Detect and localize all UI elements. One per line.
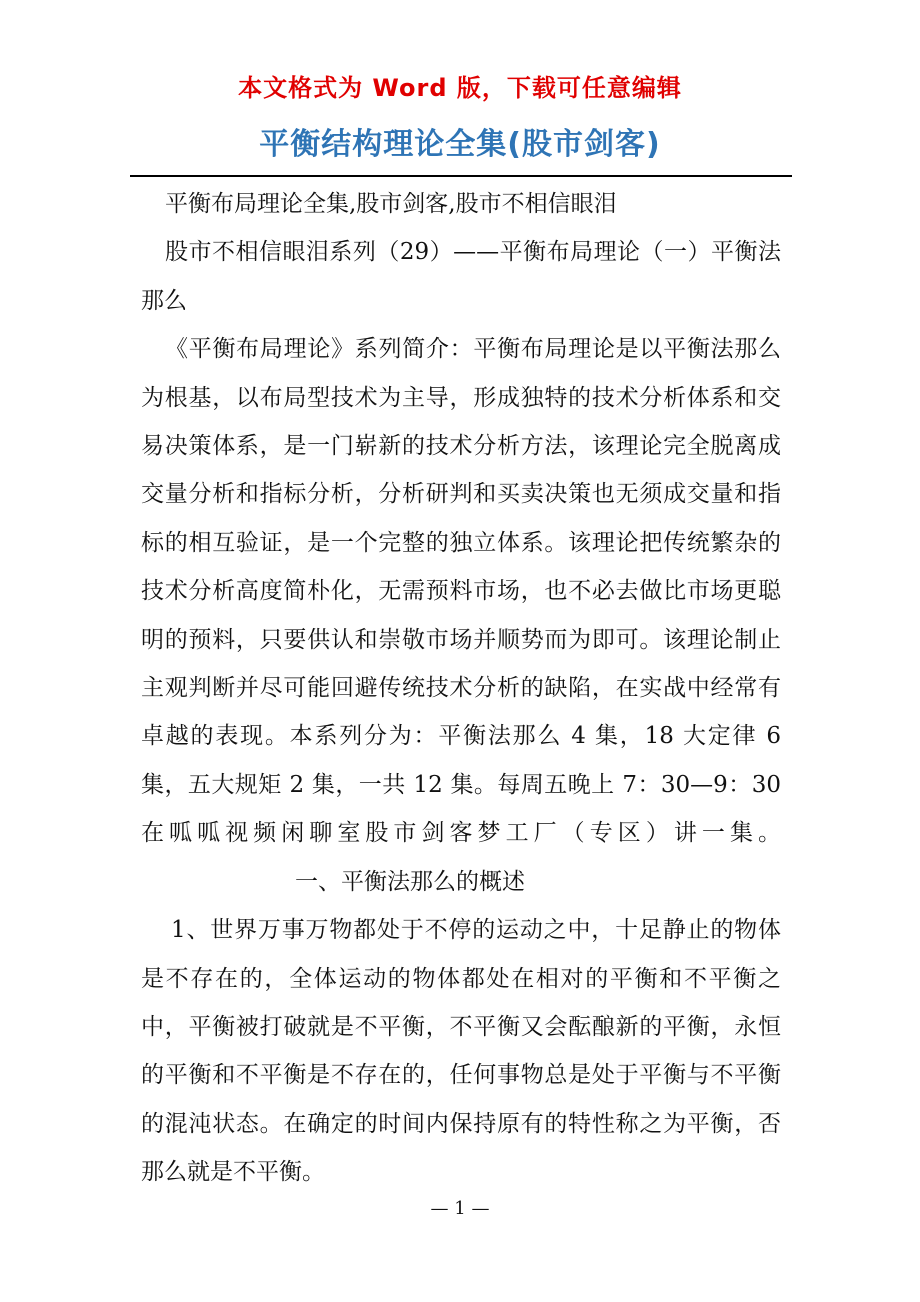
paragraph-series-intro: [141, 325, 781, 906]
paragraph-keywords: 平衡布局理论全集,股市剑客,股市不相信眼泪: [165, 191, 617, 217]
paragraph-series-title: 股市不相信眼泪系列（29）——平衡布局理论（一）平衡法那么: [141, 239, 781, 314]
series-intro-text: 《平衡布局理论》系列简介：平衡布局理论是以平衡法那么为根基，以布局型技术为主导，形成独特的技术分析体系和交易决策体系，是一门崭新的技术分析方法，该理论完全脱离成交量分析和指标分析，分析研判和买卖决策也无须成交量和指标的相互验证，是一个完整的独立体系。该理论把传统繁杂的技术分析高度简朴化，无需预料市场，也不必去做比市场更聪明的预料，只要供认和崇敬市场并顺势而为即可。该理论制止主观判断并尽可能回避传统技术分析的缺陷，在实战中经常有卓越的表现。本系列分为：平衡法那么 4 集，18 大定律 6 集，五大规矩 2 集，一共 12 集。每周五晚上 7：30—9：30 在呱呱视频闲聊室股市剑客梦工厂（专区）讲一集。: [141, 336, 781, 847]
document-body: [141, 180, 781, 1197]
paragraph-balance-overview: 1、世界万事万物都处于不停的运动之中，十足静止的物体是不存在的，全体运动的物体都处在相对的平衡和不平衡之中，平衡被打破就是不平衡，不平衡又会酝酿新的平衡，永恒的平衡和不平衡是不存在的，任何事物总是处于平衡与不平衡的混沌状态。在确定的时间内保持原有的特性称之为平衡，否那么就是不平衡。: [141, 917, 781, 1186]
section-heading: 一、平衡法那么的概述: [295, 868, 525, 895]
document-title: 平衡结构理论全集(股市剑客): [259, 127, 661, 162]
page-number: — 1 —: [430, 1198, 490, 1219]
editable-notice-banner: 本文格式为 Word 版，下载可任意编辑: [238, 74, 682, 102]
title-divider: [130, 175, 792, 177]
